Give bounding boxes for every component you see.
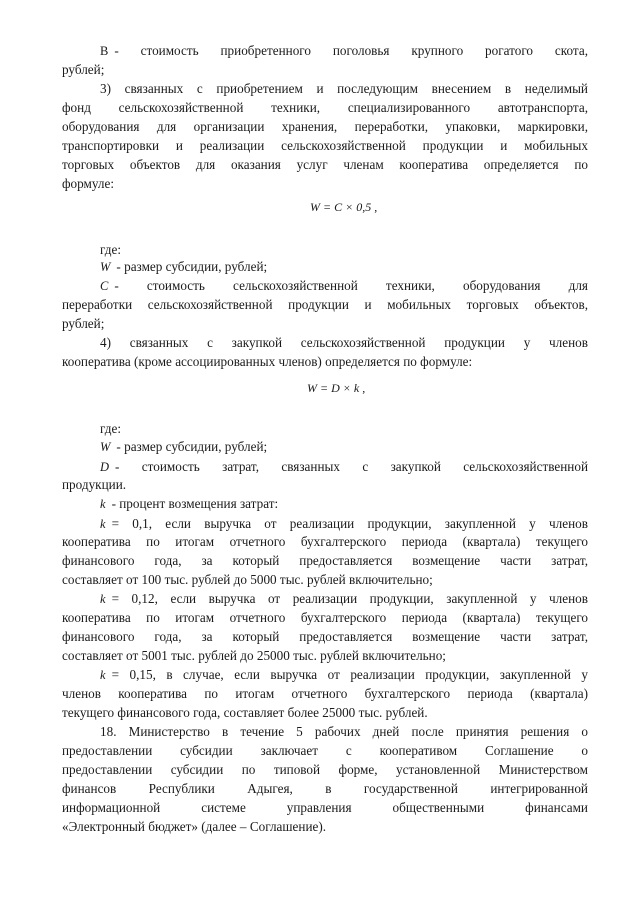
text-line	[100, 277, 588, 294]
variable-k: k	[100, 497, 106, 511]
text-line	[100, 666, 588, 683]
formula-w-d-k	[307, 381, 365, 396]
text-line: оборудования для организации хранения, переработки, упаковки, маркировки,	[62, 119, 588, 134]
line-text: = 0,15, в случае, если выручка от реализации продукции, закупленной у	[111, 667, 588, 682]
text-line	[100, 515, 588, 532]
text-line	[100, 590, 588, 607]
text-line: финансового года, за который предоставляется возмещение части затрат,	[62, 553, 588, 568]
formula-text: W = D × k	[307, 381, 360, 395]
text-line: составляет от 100 тыс. рублей до 5000 тыс. рублей включительно;	[62, 572, 433, 587]
variable-k: k	[100, 592, 106, 606]
line-text: - стоимость затрат, связанных с закупкой сельскохозяйственной	[115, 459, 588, 474]
text-line: формуле:	[62, 176, 114, 191]
variable-b: В	[100, 44, 109, 58]
variable-w: W	[100, 260, 111, 274]
text-line: составляет от 5001 тыс. рублей до 25000 тыс. рублей включительно;	[62, 648, 446, 663]
text-line: «Электронный бюджет» (далее – Соглашение).	[62, 819, 327, 834]
text-line: кооператива (кроме ассоциированных членов) определяется по формуле:	[62, 354, 473, 369]
text-line: где:	[100, 242, 121, 257]
text-line: рублей;	[62, 316, 105, 331]
text-line: продукции.	[62, 477, 127, 492]
line-text: = 0,12, если выручка от реализации продукции, закупленной у членов	[111, 591, 588, 606]
text-line: информационной системе управления общественными финансами	[62, 800, 588, 815]
text-line: 3) связанных с приобретением и последующим внесением в неделимый	[100, 81, 588, 96]
text-line: членов кооператива по итогам отчетного бухгалтерского периода (квартала)	[62, 686, 588, 701]
text-line: где:	[100, 421, 121, 436]
text-line: предоставлении субсидии по типовой форме, установленной Министерством	[62, 762, 588, 777]
variable-w: W	[100, 440, 111, 454]
text-line: транспортировки и реализации сельскохозяйственной продукции и мобильных	[62, 138, 588, 153]
text-line: текущего финансового года, составляет более 25000 тыс. рублей.	[62, 705, 428, 720]
line-text: - стоимость сельскохозяйственной техники, оборудования для	[114, 278, 588, 293]
text-line: фонд сельскохозяйственной техники, специализированного автотранспорта,	[62, 100, 588, 115]
text-line: предоставлении субсидии заключает с кооперативом Соглашение о	[62, 743, 588, 758]
line-text: - размер субсидии, рублей;	[116, 439, 268, 454]
formula-punctuation: ,	[374, 200, 378, 214]
text-line	[100, 458, 588, 475]
variable-c: C	[100, 279, 109, 293]
text-line	[100, 495, 588, 512]
line-text: = 0,1, если выручка от реализации продукции, закупленной у членов	[111, 516, 588, 531]
text-line: 4) связанных с закупкой сельскохозяйственной продукции у членов	[100, 335, 588, 350]
text-line	[100, 438, 588, 455]
variable-k: k	[100, 668, 106, 682]
line-text: - стоимость приобретенного поголовья крупного рогатого скота,	[114, 43, 588, 58]
text-line: кооператива по итогам отчетного бухгалтерского периода (квартала) текущего	[62, 534, 588, 549]
text-line	[100, 258, 588, 275]
formula-text: W = C × 0,5	[310, 200, 372, 214]
variable-d: D	[100, 460, 110, 474]
line-text: - процент возмещения затрат:	[111, 496, 279, 511]
formula-punctuation: ,	[362, 381, 366, 395]
variable-k: k	[100, 517, 106, 531]
text-line: переработки сельскохозяйственной продукции и мобильных торговых объектов,	[62, 297, 588, 312]
formula-w-c	[310, 200, 377, 215]
text-line: финансов Республики Адыгея, в государственной интегрированной	[62, 781, 588, 796]
line-text: - размер субсидии, рублей;	[116, 259, 268, 274]
text-line: кооператива по итогам отчетного бухгалтерского периода (квартала) текущего	[62, 610, 588, 625]
text-line: 18. Министерство в течение 5 рабочих дней после принятия решения о	[100, 724, 588, 739]
text-line: финансового года, за который предоставляется возмещение части затрат,	[62, 629, 588, 644]
text-line: торговых объектов для оказания услуг членам кооператива определяется по	[62, 157, 588, 172]
text-line	[62, 42, 588, 59]
text-line: рублей;	[62, 62, 105, 77]
